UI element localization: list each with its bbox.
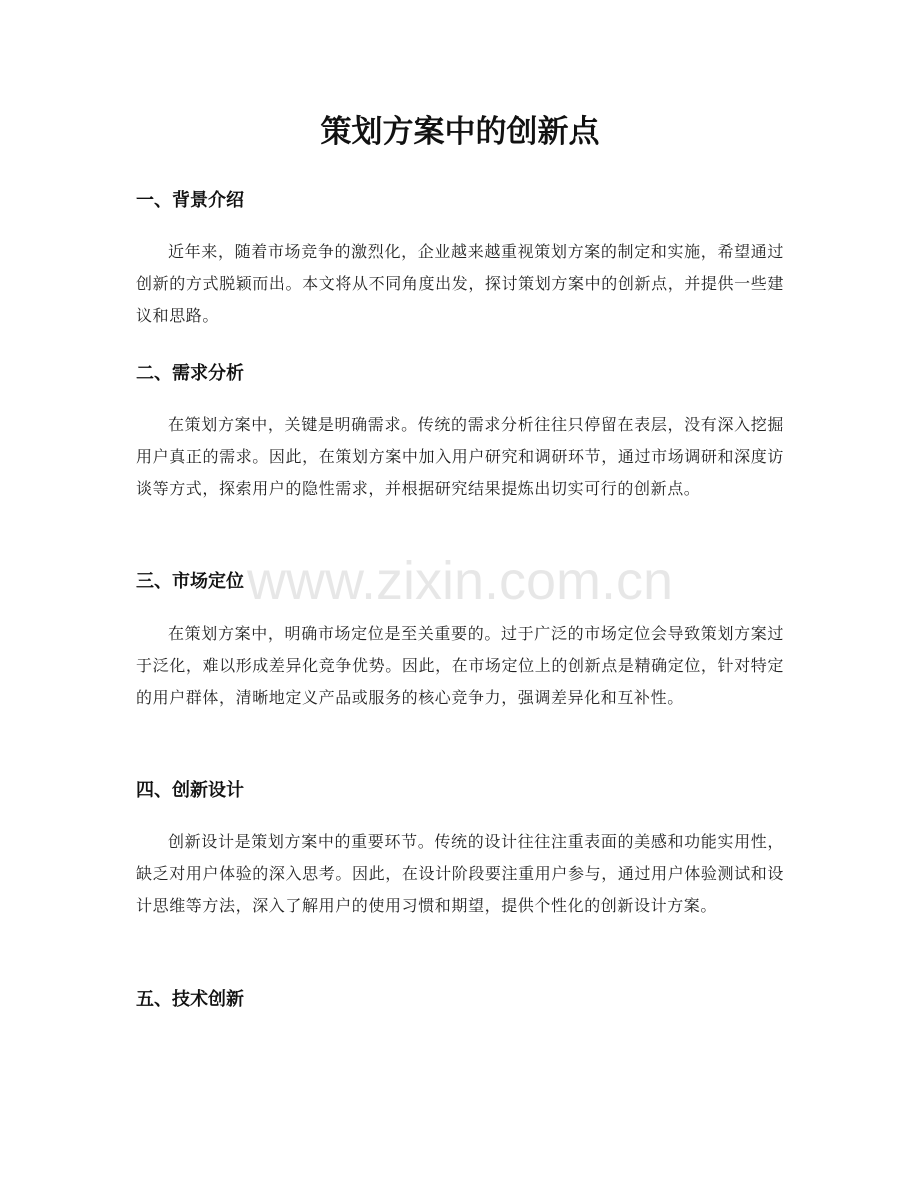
section-body-background: 近年来，随着市场竞争的激烈化，企业越来越重视策划方案的制定和实施，希望通过创新的方式脱颖而出。本文将从不同角度出发，探讨策划方案中的创新点，并提供一些建议和思路。 bbox=[136, 242, 784, 325]
page-title: 策划方案中的创新点 bbox=[320, 114, 600, 150]
section-heading-requirements: 二、需求分析 bbox=[136, 363, 244, 384]
section-body-market-positioning: 在策划方案中，明确市场定位是至关重要的。过于广泛的市场定位会导致策划方案过于泛化，难以形成差异化竞争优势。因此，在市场定位上的创新点是精确定位，针对特定的用户群体，清晰地定义产品或服务的核心竞争力，强调差异化和互补性。 bbox=[136, 624, 784, 707]
watermark: www.zixin.com.cn bbox=[246, 551, 674, 611]
section-heading-market-positioning: 三、市场定位 bbox=[136, 571, 244, 592]
section-body-requirements: 在策划方案中，关键是明确需求。传统的需求分析往往只停留在表层，没有深入挖掘用户真正的需求。因此，在策划方案中加入用户研究和调研环节，通过市场调研和深度访谈等方式，探索用户的隐性需求，并根据研究结果提炼出切实可行的创新点。 bbox=[136, 415, 784, 498]
section-heading-innovative-design: 四、创新设计 bbox=[136, 780, 244, 801]
section-heading-technical-innovation: 五、技术创新 bbox=[136, 989, 244, 1010]
section-body-innovative-design: 创新设计是策划方案中的重要环节。传统的设计往往注重表面的美感和功能实用性，缺乏对用户体验的深入思考。因此，在设计阶段要注重用户参与，通过用户体验测试和设计思维等方法，深入了解用户的使用习惯和期望，提供个性化的创新设计方案。 bbox=[136, 832, 784, 915]
section-heading-background: 一、背景介绍 bbox=[136, 190, 244, 211]
